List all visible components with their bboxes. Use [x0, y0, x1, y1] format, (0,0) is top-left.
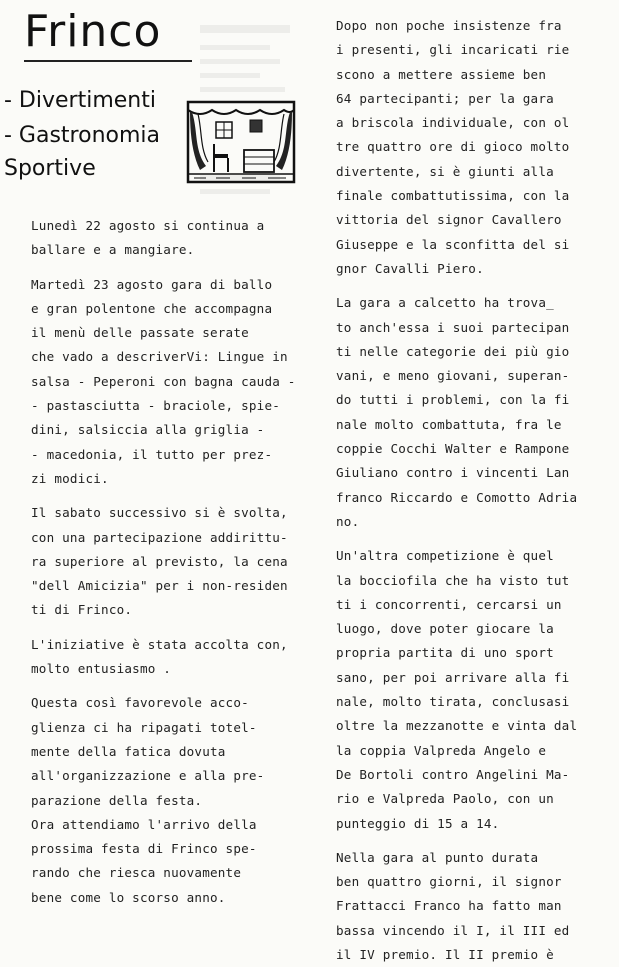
text-line: ra superiore al previsto, la cena — [31, 553, 288, 569]
right-paragraph — [336, 846, 606, 967]
left-paragraph — [31, 691, 311, 910]
text-line: ti di Frinco. — [31, 602, 133, 618]
paragraph-gap — [31, 263, 311, 273]
text-line: e gran polentone che accompagna — [31, 300, 273, 316]
text-line: ti i concorrenti, cercarsi un — [336, 596, 562, 612]
paragraph-gap — [336, 836, 606, 846]
text-line: Il sabato successivo si è svolta, — [31, 505, 288, 521]
right-paragraph — [336, 14, 606, 281]
text-line: dini, salsiccia alla griglia - — [31, 422, 265, 438]
paragraph-gap — [31, 623, 311, 633]
text-line: nale molto combattuta, fra le — [336, 416, 562, 432]
text-line: gnor Cavalli Piero. — [336, 260, 484, 276]
subtitle-sportive: Sportive — [4, 156, 96, 181]
text-line: Dopo non poche insistenze fra — [336, 18, 562, 33]
text-line: bassa vincendo il I, il III ed — [336, 922, 570, 938]
text-line: "dell Amicizia" per i non-residen — [31, 578, 288, 594]
paragraph-gap — [31, 491, 311, 501]
text-line: - pastasciutta - braciole, spie- — [31, 398, 281, 414]
text-line: vani, e meno giovani, superan- — [336, 368, 570, 384]
left-paragraph — [31, 633, 311, 682]
text-line: Frattacci Franco ha fatto man — [336, 898, 562, 914]
page-title: Frinco — [24, 6, 162, 57]
text-line: il menù delle passate serate — [31, 325, 249, 341]
text-line: sano, per poi arrivare alla fi — [336, 669, 570, 685]
text-line: i presenti, gli incaricati rie — [336, 42, 570, 58]
text-line: con una partecipazione addirittu- — [31, 529, 288, 545]
paragraph-gap — [336, 281, 606, 291]
text-line: il IV premio. Il II premio è — [336, 946, 554, 962]
text-line: La gara a calcetto ha trova_ — [336, 295, 554, 311]
text-line: oltre la mezzanotte e vinta dal — [336, 718, 578, 734]
right-paragraph — [336, 291, 606, 534]
text-line: De Bortoli contro Angelini Ma- — [336, 766, 570, 782]
text-line: Un'altra competizione è quel — [336, 548, 554, 564]
text-line: ti nelle categorie dei più gio — [336, 343, 570, 359]
text-line: la bocciofila che ha visto tut — [336, 572, 570, 588]
text-line: molto entusiasmo . — [31, 661, 172, 677]
text-line: a briscola individuale, con ol — [336, 115, 570, 131]
left-paragraph — [31, 214, 311, 263]
paragraph-gap — [31, 681, 311, 691]
text-line: mente della fatica dovuta — [31, 743, 226, 759]
text-line: parazione della festa. — [31, 792, 203, 808]
text-line: che vado a descriverVi: Lingue in — [31, 349, 288, 365]
text-line: do tutti i problemi, con la fi — [336, 392, 570, 408]
text-line: la coppia Valpreda Angelo e — [336, 742, 547, 758]
text-line: no. — [336, 513, 360, 529]
text-line: divertente, si è giunti alla — [336, 163, 554, 179]
text-line: vittoria del signor Cavallero — [336, 212, 562, 228]
left-paragraph — [31, 273, 311, 492]
text-line: Giuseppe e la sconfitta del si — [336, 236, 570, 252]
subtitle-gastronomia: - Gastronomia — [4, 123, 160, 148]
title-underline — [24, 60, 192, 62]
left-paragraph — [31, 501, 311, 622]
text-line: Lunedì 22 agosto si continua a — [31, 218, 265, 233]
text-line: salsa - Peperoni con bagna cauda - — [31, 373, 296, 389]
text-line: nale, molto tirata, conclusasi — [336, 694, 570, 710]
text-line: ben quattro giorni, il signor — [336, 874, 562, 890]
text-line: ballare e a mangiare. — [31, 242, 195, 258]
text-line: L'iniziative è stata accolta con, — [31, 636, 288, 652]
text-line: to anch'essa i suoi partecipan — [336, 319, 570, 335]
text-line: finale combattutissima, con la — [336, 188, 570, 204]
article-header — [0, 0, 320, 200]
text-line: Questa così favorevole acco- — [31, 695, 249, 711]
text-line: - macedonia, il tutto per prez- — [31, 446, 273, 462]
text-line: tre quattro ore di gioco molto — [336, 139, 570, 155]
text-line: Martedì 23 agosto gara di ballo — [31, 276, 273, 292]
text-line: zi modici. — [31, 470, 109, 486]
text-line: Giuliano contro i vincenti Lan — [336, 465, 570, 481]
text-line: coppie Cocchi Walter e Rampone — [336, 441, 570, 457]
text-line: glienza ci ha ripagati totel- — [31, 719, 257, 735]
text-line: franco Riccardo e Comotto Adria — [336, 489, 578, 505]
paragraph-gap — [336, 534, 606, 544]
text-line: Nella gara al punto durata — [336, 849, 539, 865]
subtitle-divertimenti: - Divertimenti — [4, 88, 156, 113]
stage-illustration-icon — [186, 100, 296, 184]
text-line: bene come lo scorso anno. — [31, 889, 226, 905]
text-line: luogo, dove poter giocare la — [336, 621, 554, 637]
text-line: all'organizzazione e alla pre- — [31, 768, 265, 784]
text-line: 64 partecipanti; per la gara — [336, 90, 554, 106]
text-line: propria partita di uno sport — [336, 645, 554, 661]
text-line: rando che riesca nuovamente — [31, 865, 242, 881]
text-line: punteggio di 15 a 14. — [336, 815, 500, 831]
left-column-text — [31, 214, 311, 910]
text-line: Ora attendiamo l'arrivo della — [31, 816, 257, 832]
text-line: rio e Valpreda Paolo, con un — [336, 791, 554, 807]
text-line: prossima festa di Frinco spe- — [31, 841, 257, 857]
right-paragraph — [336, 544, 606, 836]
text-line: scono a mettere assieme ben — [336, 66, 547, 82]
right-column-text — [336, 14, 606, 967]
